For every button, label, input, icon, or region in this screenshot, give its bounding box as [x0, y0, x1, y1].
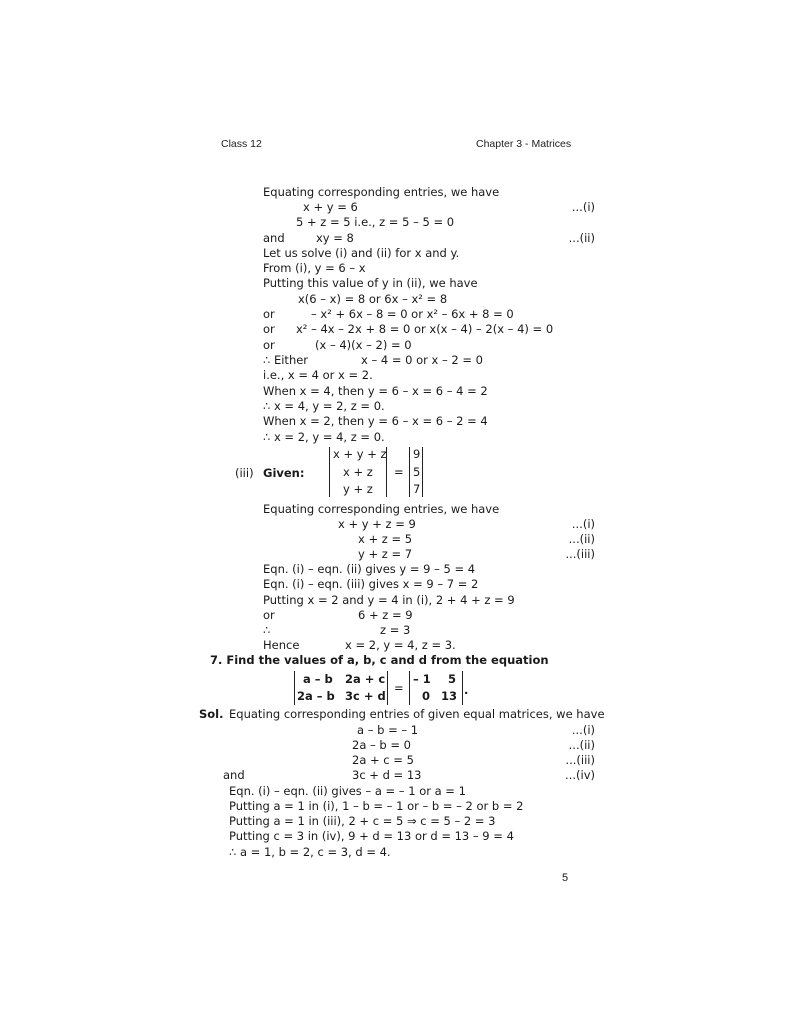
- text-line: Putting this value of y in (ii), we have: [263, 276, 478, 290]
- text-line: i.e., x = 4 or x = 2.: [263, 368, 373, 382]
- matrix-cell: 5: [448, 672, 457, 686]
- text-line: or: [263, 338, 275, 352]
- text-line: or: [263, 322, 275, 336]
- equation: x + y + z = 9: [338, 517, 416, 531]
- matrix-cell: y + z: [343, 482, 373, 496]
- text-line: Putting x = 2 and y = 4 in (i), 2 + 4 + z = 9: [263, 593, 515, 607]
- page-number: 5: [562, 872, 569, 884]
- matrix-cell: 9: [413, 447, 421, 461]
- text-line: Equating corresponding entries of given equal matrices, we have: [229, 707, 605, 721]
- equation: xy = 8: [316, 231, 354, 245]
- equation-ref: ...(iii): [565, 547, 595, 561]
- equation-ref: ...(iv): [565, 768, 595, 782]
- text-line: or: [263, 307, 275, 321]
- question-7: 7. Find the values of a, b, c and d from the equation: [210, 653, 549, 667]
- text-line: Equating corresponding entries, we have: [263, 502, 500, 516]
- text-line: and: [263, 231, 285, 245]
- text-line: When x = 2, then y = 6 – x = 6 – 2 = 4: [263, 414, 488, 428]
- equation-ref: ...(ii): [568, 738, 595, 752]
- text-line: Eqn. (i) – eqn. (ii) gives y = 9 – 5 = 4: [263, 562, 476, 576]
- equation: x – 4 = 0 or x – 2 = 0: [361, 353, 483, 367]
- matrix-cell: 2a – b: [297, 689, 335, 703]
- equation: 2a + c = 5: [352, 753, 414, 767]
- text-line: ∴ x = 4, y = 2, z = 0.: [263, 399, 385, 413]
- matrix-cell: 2a + c: [345, 672, 386, 686]
- equation-ref: ...(iii): [565, 753, 595, 767]
- equation: y + z = 7: [358, 547, 413, 561]
- equation: x² – 4x – 2x + 8 = 0 or x(x – 4) – 2(x – 4) = 0: [296, 322, 554, 336]
- matrix-cell: 7: [413, 482, 421, 496]
- text-line: From (i), y = 6 – x: [263, 261, 366, 275]
- equals-sign: =: [394, 681, 404, 695]
- matrix-cell: – 1: [413, 672, 431, 686]
- matrix-iii-left: [329, 447, 387, 497]
- header-class: Class 12: [221, 138, 262, 150]
- equation: z = 3: [380, 623, 411, 637]
- equation-ref: ...(i): [571, 517, 595, 531]
- equation: x = 2, y = 4, z = 3.: [345, 638, 456, 652]
- equation: 6 + z = 9: [358, 608, 413, 622]
- matrix-cell: 13: [441, 689, 458, 703]
- matrix-q7-right: [409, 671, 463, 705]
- matrix-end-period: .: [464, 683, 469, 697]
- equation: x + z = 5: [358, 532, 413, 546]
- text-line: ∴ Either: [263, 353, 309, 367]
- header-chapter: Chapter 3 - Matrices: [476, 138, 572, 150]
- equation-ref: ...(ii): [568, 532, 595, 546]
- equation: 2a – b = 0: [352, 738, 411, 752]
- text-line: Putting a = 1 in (i), 1 – b = – 1 or – b = – 2 or b = 2: [229, 799, 524, 813]
- matrix-cell: a – b: [303, 672, 333, 686]
- text-line: and: [223, 768, 245, 782]
- text-line: Eqn. (i) – eqn. (ii) gives – a = – 1 or a = 1: [229, 784, 466, 798]
- equation-ref: ...(ii): [568, 231, 595, 245]
- equals-sign: =: [394, 465, 404, 479]
- text-line: Hence: [263, 638, 300, 652]
- matrix-cell: x + z: [343, 465, 373, 479]
- matrix-cell: x + y + z: [333, 447, 387, 461]
- text-line: Putting c = 3 in (iv), 9 + d = 13 or d = 13 – 9 = 4: [229, 829, 514, 843]
- part-label: (iii): [235, 466, 254, 480]
- text-line: or: [263, 608, 275, 622]
- equation-ref: ...(i): [571, 723, 595, 737]
- equation: x(6 – x) = 8 or 6x – x² = 8: [298, 292, 448, 306]
- equation: a – b = – 1: [357, 723, 419, 737]
- matrix-q7-left: [294, 671, 388, 705]
- text-line: Let us solve (i) and (ii) for x and y.: [263, 246, 460, 260]
- sol-label: Sol.: [199, 707, 224, 721]
- equation: (x – 4)(x – 2) = 0: [315, 338, 412, 352]
- matrix-cell: 3c + d: [345, 689, 386, 703]
- equation: 3c + d = 13: [352, 768, 422, 782]
- text-line: Eqn. (i) – eqn. (iii) gives x = 9 – 7 = 2: [263, 577, 479, 591]
- text-line: Putting a = 1 in (iii), 2 + c = 5 ⇒ c = 5 – 2 = 3: [229, 814, 496, 828]
- equation-ref: ...(i): [571, 200, 595, 214]
- matrix-iii-right: [409, 447, 423, 497]
- text-line: When x = 4, then y = 6 – x = 6 – 4 = 2: [263, 384, 488, 398]
- equation: 5 + z = 5 i.e., z = 5 – 5 = 0: [296, 215, 455, 229]
- given-label: Given:: [263, 466, 305, 480]
- text-line: Equating corresponding entries, we have: [263, 185, 500, 199]
- text-line: ∴: [263, 623, 271, 637]
- text-line: ∴ a = 1, b = 2, c = 3, d = 4.: [229, 845, 391, 859]
- matrix-cell: 0: [422, 689, 431, 703]
- text-line: ∴ x = 2, y = 4, z = 0.: [263, 430, 385, 444]
- equation: x + y = 6: [303, 200, 358, 214]
- equation: – x² + 6x – 8 = 0 or x² – 6x + 8 = 0: [311, 307, 514, 321]
- matrix-cell: 5: [413, 465, 421, 479]
